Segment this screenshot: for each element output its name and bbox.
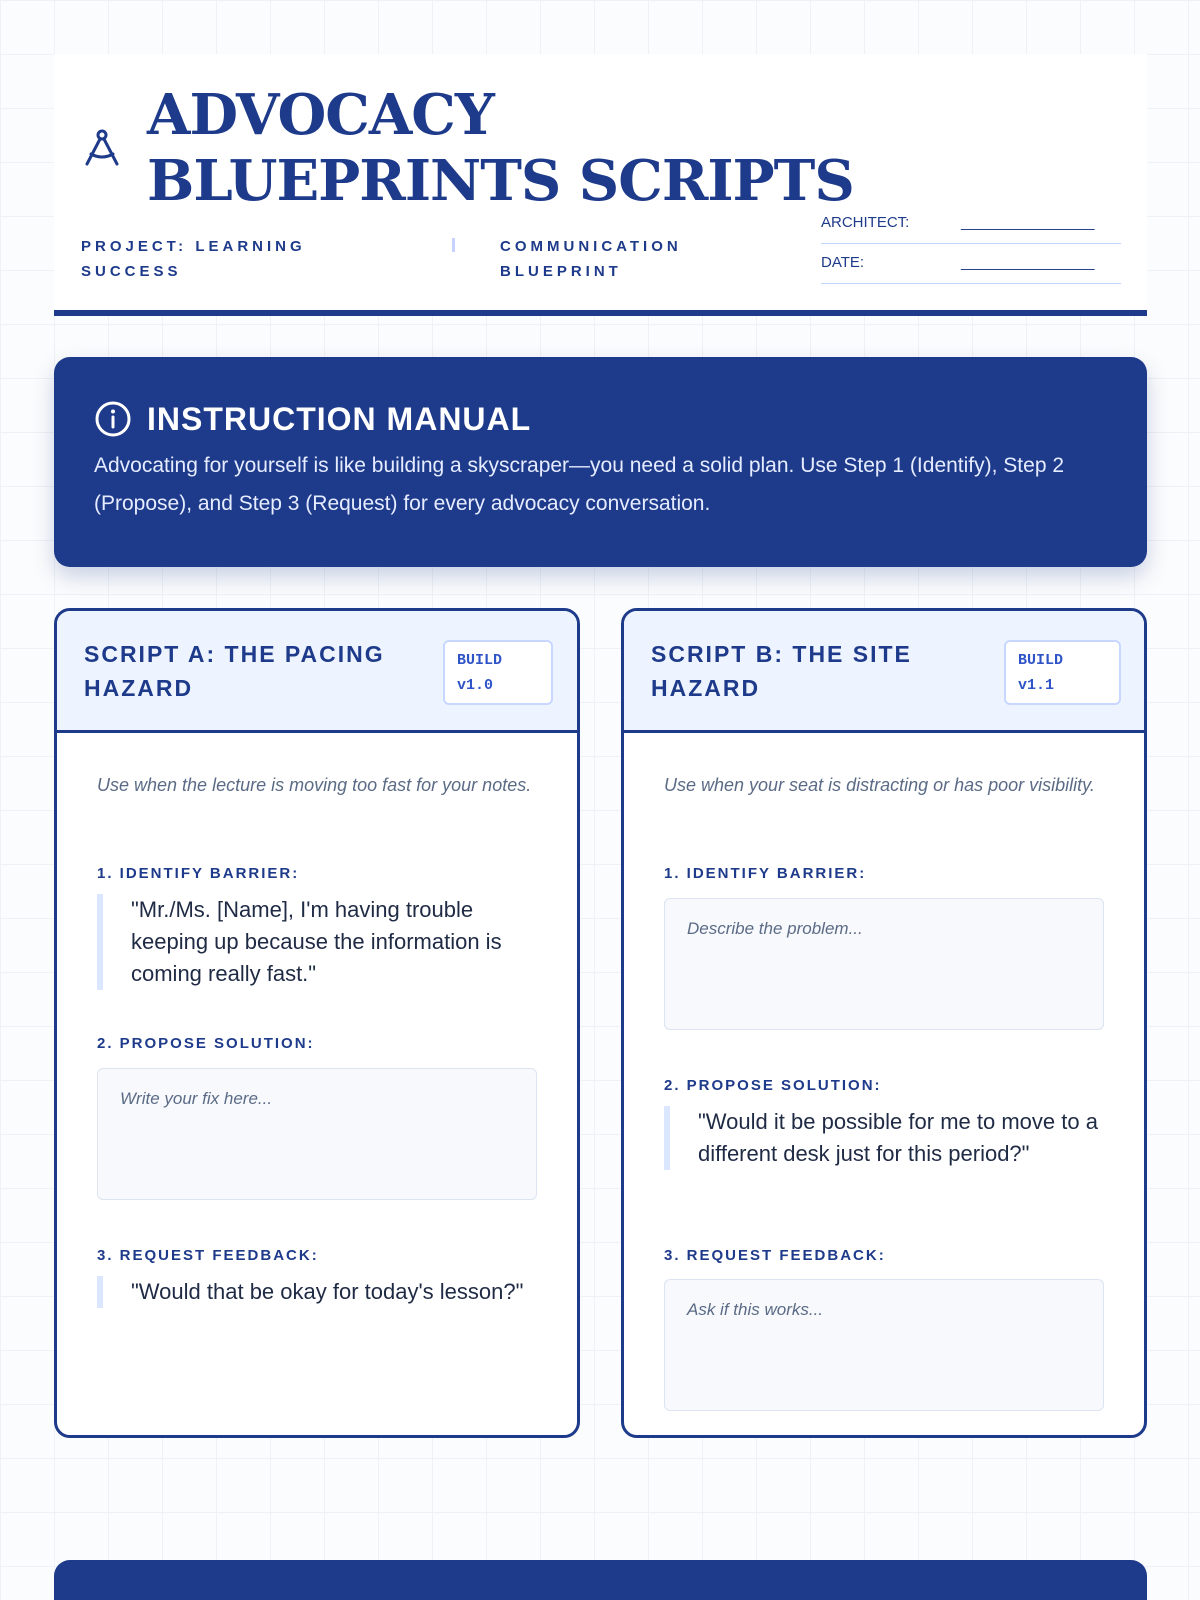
script-title: SCRIPT B: THE SITE HAZARD [651,641,912,701]
page-title: ADVOCACY BLUEPRINTS SCRIPTS [147,82,854,214]
step3-label: 3. REQUEST FEEDBACK: [664,1247,886,1264]
project-label: PROJECT: LEARNING SUCCESS [81,238,306,280]
worksheet-page [54,54,1147,1319]
script-card-b [621,608,1147,1438]
date-blank[interactable]: ________________ [961,254,1095,271]
meta-divider [452,238,455,252]
manual-body: Advocating for yourself is like building a skyscraper—you need a solid plan. Use Step 1 (Identify), Step 2 (Propose), and Step 3 (Request) for every advocacy conversation. [94,454,1065,515]
script-title: SCRIPT A: THE PACING HAZARD [84,641,385,701]
script-card-a [54,608,580,1438]
architect-blank[interactable]: ________________ [961,214,1095,231]
instruction-manual [54,357,1147,567]
step2-label: 2. PROPOSE SOLUTION: [664,1077,882,1094]
build-badge: BUILD v1.1 [1004,640,1121,705]
step1-label: 1. IDENTIFY BARRIER: [664,865,867,882]
step2-write-field[interactable]: Write your fix here... [97,1068,537,1200]
script-card-header [57,611,577,733]
worksheet-header [54,54,1147,316]
step3-label: 3. REQUEST FEEDBACK: [97,1247,319,1264]
step2-label: 2. PROPOSE SOLUTION: [97,1035,315,1052]
blueprint-type-label: COMMUNICATION BLUEPRINT [500,238,682,280]
script-usage-note: Use when your seat is distracting or has poor visibility. [664,775,1095,795]
step2-quote: "Would it be possible for me to move to a different desk just for this period?" [664,1106,1114,1170]
step1-quote: "Mr./Ms. [Name], I'm having trouble keeping up because the information is coming really fast." [97,894,547,990]
step1-write-field[interactable]: Describe the problem... [664,898,1104,1030]
step3-quote: "Would that be okay for today's lesson?" [97,1276,547,1308]
date-field[interactable] [821,250,1121,284]
info-icon [94,400,132,438]
manual-title: INSTRUCTION MANUAL [147,401,532,437]
compass-icon [82,126,126,170]
date-label: DATE: [821,254,865,271]
architect-label: ARCHITECT: [821,214,910,231]
architect-field[interactable] [821,210,1121,244]
step3-write-field[interactable]: Ask if this works... [664,1279,1104,1411]
script-card-header [624,611,1144,733]
build-badge: BUILD v1.0 [443,640,553,705]
step1-label: 1. IDENTIFY BARRIER: [97,865,300,882]
script-usage-note: Use when the lecture is moving too fast for your notes. [97,775,532,795]
footer-band [54,1560,1147,1600]
